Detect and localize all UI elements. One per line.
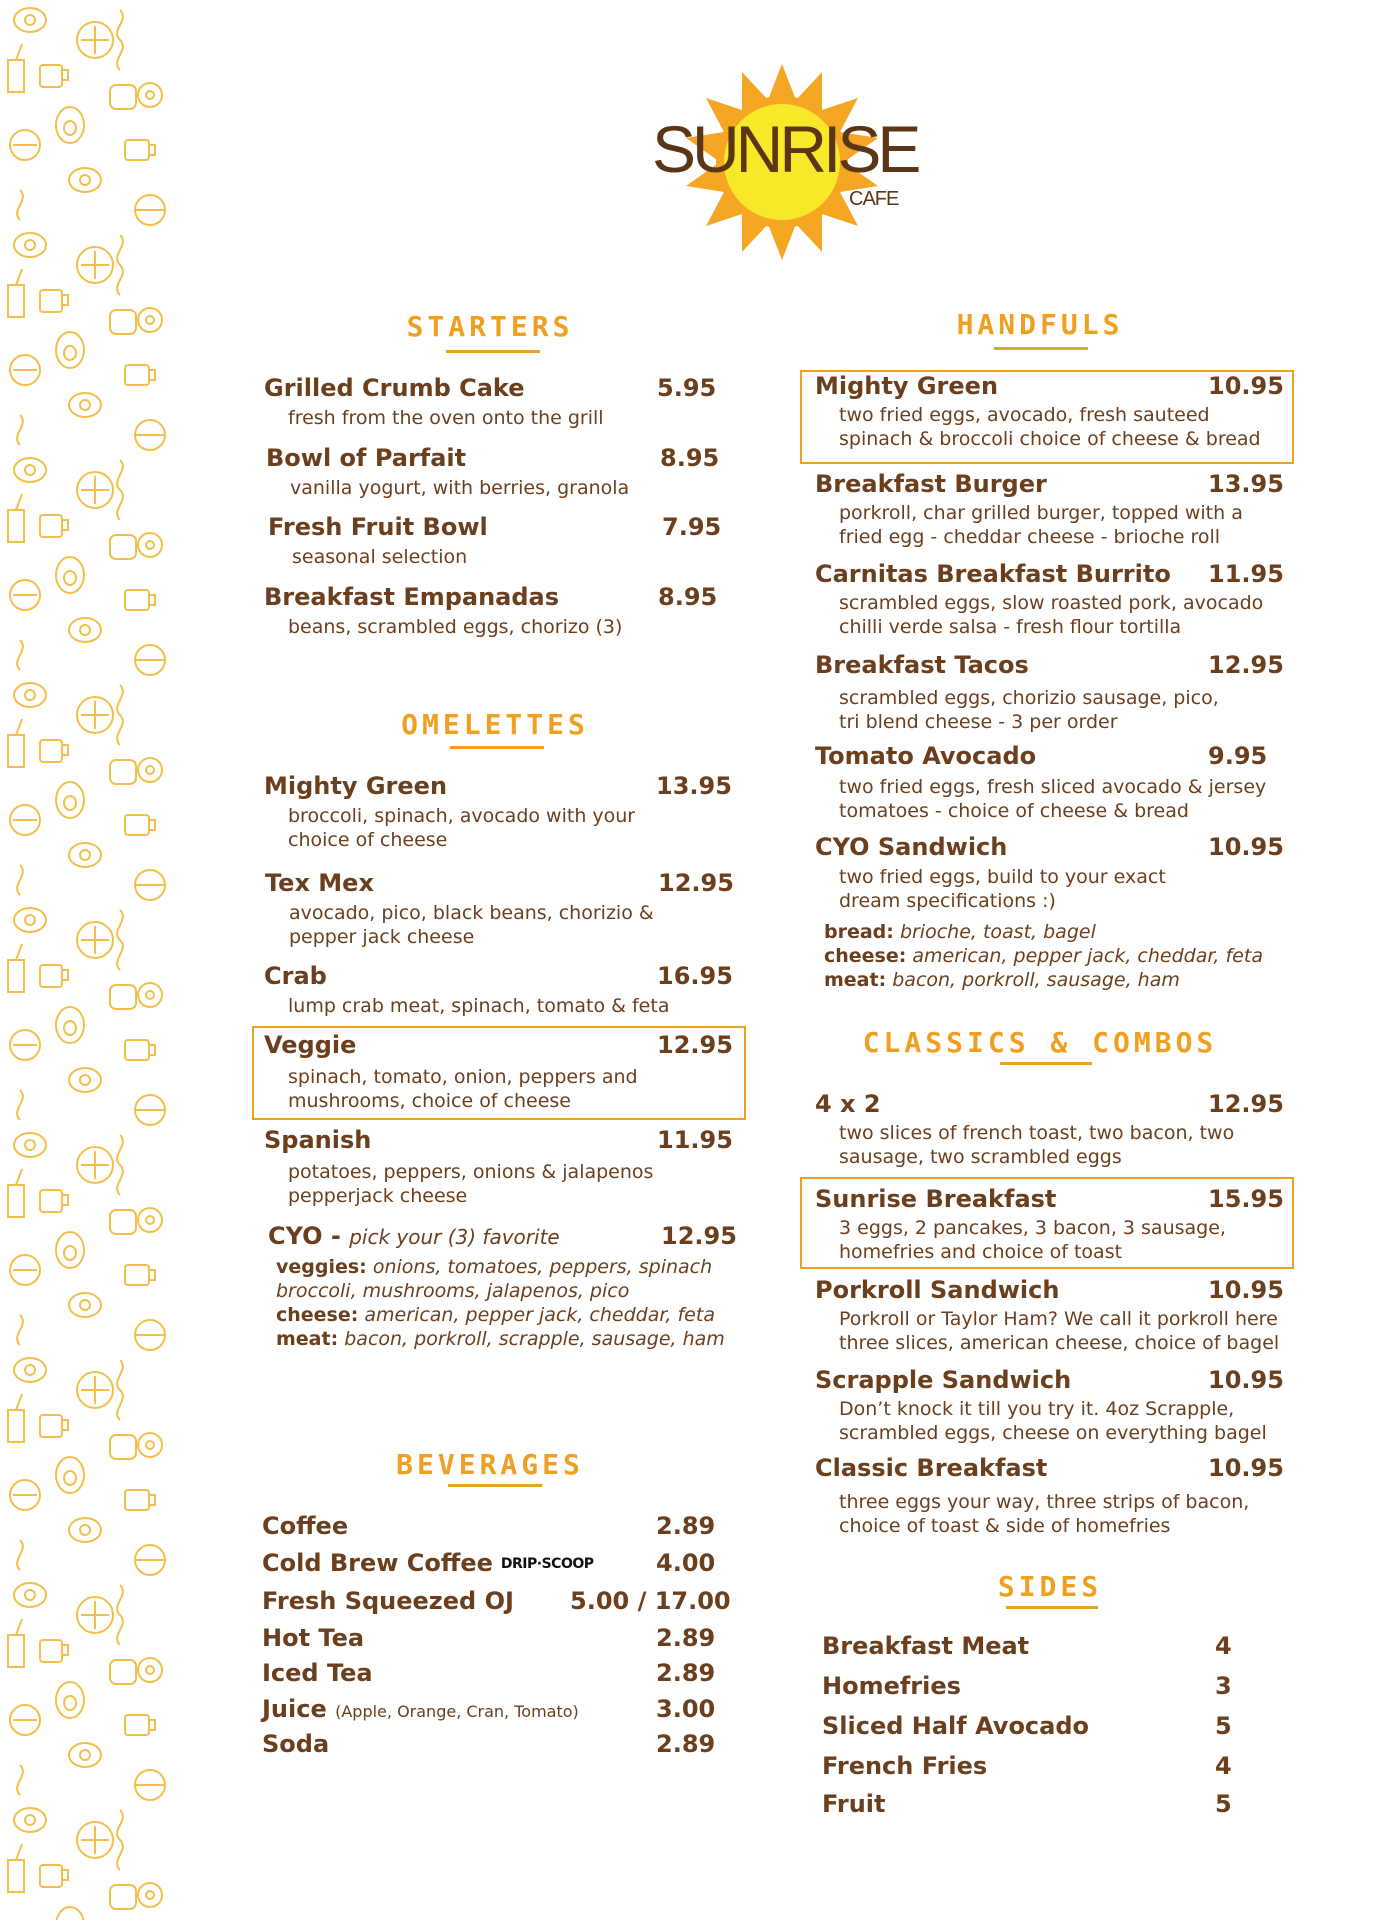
option-values: american, pepper jack, cheddar, feta [912,945,1263,967]
item-description: spinach, tomato, onion, peppers and [288,1066,638,1088]
cyo-option-line [276,1279,629,1303]
food-doodle-pattern [0,0,182,1920]
item-description: porkroll, char grilled burger, topped with a [839,502,1243,524]
item-price: 5.00 / 17.00 [570,1587,731,1615]
item-price: 12.95 [658,869,734,897]
item-name: Classic Breakfast [815,1454,1048,1482]
item-description: choice of toast & side of homefries [839,1515,1171,1537]
item-description: scrambled eggs, chorizio sausage, pico, [839,687,1219,709]
brand-subtitle: CAFE [849,188,899,210]
omelettes-title: OMELETTES [401,708,589,741]
option-values: bacon, porkroll, sausage, ham [892,969,1180,991]
item-description: chilli verde salsa - fresh flour tortilla [839,616,1182,638]
section-underline [448,1484,542,1487]
item-name: Sunrise Breakfast [815,1185,1057,1213]
item-name: Mighty Green [815,372,999,400]
item-price: 16.95 [657,962,733,990]
item-price: 4 [1215,1752,1232,1780]
item-price: 12.95 [1208,1090,1284,1118]
item-description: choice of cheese [288,829,448,851]
item-name-text: Cold Brew Coffee [262,1549,493,1577]
item-description: spinach & broccoli choice of cheese & bread [839,428,1261,450]
beverages-title: BEVERAGES [396,1448,584,1481]
cyo-option-line [824,920,1096,944]
item-description: Porkroll or Taylor Ham? We call it porkroll here [839,1308,1278,1330]
cyo-option-line [824,968,1180,992]
item-price: 11.95 [657,1126,733,1154]
option-label: meat: [824,969,887,991]
item-description: fresh from the oven onto the grill [288,407,604,429]
section-underline [994,347,1088,350]
cyo-option-line [824,944,1263,968]
cup-icon [40,65,68,87]
item-description: fried egg - cheddar cheese - brioche roll [839,526,1221,548]
item-description: potatoes, peppers, onions & jalapenos [288,1161,654,1183]
option-label: cheese: [276,1304,359,1326]
item-description: beans, scrambled eggs, chorizo (3) [288,616,623,638]
item-price: 4 [1215,1632,1232,1660]
item-description: scrambled eggs, slow roasted pork, avocado [839,592,1264,614]
cyo-option-line [276,1303,715,1327]
item-description: pepperjack cheese [288,1185,468,1207]
cyo-option-line [276,1327,725,1351]
item-price: 10.95 [1208,372,1284,400]
item-name: CYO Sandwich [815,833,1008,861]
item-name: Fruit [822,1790,886,1818]
item-name: Tex Mex [265,869,374,897]
item-name: Coffee [262,1512,349,1540]
juice-icon [8,44,24,92]
item-name: Veggie [264,1031,357,1059]
item-price: 2.89 [656,1730,716,1758]
item-description: two slices of french toast, two bacon, two [839,1122,1235,1144]
item-description: pepper jack cheese [289,926,475,948]
item-price: 7.95 [662,513,722,541]
item-name-text: Juice [262,1695,327,1723]
item-price: 8.95 [658,583,718,611]
option-label: veggies: [276,1256,367,1278]
item-price: 12.95 [1208,651,1284,679]
item-name: Grilled Crumb Cake [264,374,525,402]
item-name: Hot Tea [262,1624,365,1652]
item-description: two fried eggs, avocado, fresh sauteed [839,404,1210,426]
item-description: tri blend cheese - 3 per order [839,711,1118,733]
item-name: Scrapple Sandwich [815,1366,1072,1394]
item-description: two fried eggs, fresh sliced avocado & jersey [839,776,1267,798]
item-name: Mighty Green [264,772,448,800]
item-price: 15.95 [1208,1185,1284,1213]
item-name: Tomato Avocado [815,742,1037,770]
item-name-text: CYO - [268,1222,341,1250]
item-price: 13.95 [1208,470,1284,498]
item-price: 5 [1215,1712,1232,1740]
item-description: 3 eggs, 2 pancakes, 3 bacon, 3 sausage, [839,1217,1226,1239]
item-name: Porkroll Sandwich [815,1276,1060,1304]
item-name: Breakfast Empanadas [264,583,560,611]
toast-icon [110,85,136,109]
bacon-icon [117,10,123,70]
section-underline [1000,1062,1092,1065]
item-price: 13.95 [656,772,732,800]
item-price: 10.95 [1208,833,1284,861]
drip-scoop-logo: DRIP·SCOOP [500,1556,594,1572]
item-description: lump crab meat, spinach, tomato & feta [288,995,670,1017]
classics-title: CLASSICS & COMBOS [862,1026,1218,1059]
option-values: american, pepper jack, cheddar, feta [364,1304,715,1326]
option-values: onions, tomatoes, peppers, spinach [372,1256,713,1278]
item-name: Soda [262,1730,330,1758]
starters-title: STARTERS [406,310,574,343]
option-values: broccoli, mushrooms, jalapenos, pico [276,1280,630,1302]
item-price: 2.89 [656,1512,716,1540]
item-description: homefries and choice of toast [839,1241,1123,1263]
item-name: Homefries [822,1672,961,1700]
item-name [262,1549,594,1577]
item-price: 5.95 [657,374,717,402]
item-description: Don’t knock it till you try it. 4oz Scrapple, [839,1398,1235,1420]
item-name: Fresh Fruit Bowl [268,513,488,541]
item-description: vanilla yogurt, with berries, granola [290,477,630,499]
option-label: meat: [276,1328,339,1350]
option-values: brioche, toast, bagel [899,921,1096,943]
item-price: 11.95 [1208,560,1284,588]
item-price: 10.95 [1208,1366,1284,1394]
item-name: French Fries [822,1752,988,1780]
item-price: 3 [1215,1672,1232,1700]
item-name: Breakfast Tacos [815,651,1029,679]
item-description: scrambled eggs, cheese on everything bagel [839,1422,1267,1444]
option-label: cheese: [824,945,907,967]
item-description: tomatoes - choice of cheese & bread [839,800,1189,822]
item-price: 10.95 [1208,1276,1284,1304]
item-description: mushrooms, choice of cheese [288,1090,571,1112]
item-name [268,1222,560,1250]
item-description: three eggs your way, three strips of bacon, [839,1491,1250,1513]
item-description: seasonal selection [292,546,468,568]
item-price: 8.95 [660,444,720,472]
item-description: two fried eggs, build to your exact [839,866,1166,888]
item-description: dream specifications :) [839,890,1056,912]
section-underline [446,350,540,353]
item-price: 2.89 [656,1659,716,1687]
option-label: bread: [824,921,894,943]
item-price: 10.95 [1208,1454,1284,1482]
item-name: Spanish [264,1126,372,1154]
handfuls-title: HANDFULS [956,308,1124,341]
item-name: Breakfast Burger [815,470,1047,498]
item-name: Sliced Half Avocado [822,1712,1090,1740]
item-name: Iced Tea [262,1659,373,1687]
brand-name: SUNRISE [652,112,918,186]
item-description: broccoli, spinach, avocado with your [288,805,636,827]
item-price: 12.95 [657,1031,733,1059]
item-note: pick your (3) favorite [349,1225,560,1249]
item-name [262,1695,579,1723]
option-values: bacon, porkroll, scrapple, sausage, ham [344,1328,725,1350]
item-price: 5 [1215,1790,1232,1818]
item-name: Bowl of Parfait [266,444,467,472]
item-description: three slices, american cheese, choice of bagel [839,1332,1280,1354]
item-price: 4.00 [656,1549,716,1577]
item-name: 4 x 2 [815,1090,881,1118]
waffle-icon [77,22,113,58]
item-price: 9.95 [1208,742,1268,770]
item-name: Fresh Squeezed OJ [262,1587,514,1615]
item-name: Breakfast Meat [822,1632,1030,1660]
item-description: avocado, pico, black beans, chorizio & [289,902,654,924]
section-underline [450,746,544,749]
cyo-option-line [276,1255,712,1279]
item-price: 2.89 [656,1624,716,1652]
egg-icon [14,8,46,32]
section-underline [1006,1606,1098,1609]
item-description: sausage, two scrambled eggs [839,1146,1122,1168]
item-price: 3.00 [656,1695,716,1723]
item-name: Crab [264,962,327,990]
sides-title: SIDES [997,1570,1103,1603]
item-note: (Apple, Orange, Cran, Tomato) [335,1702,579,1721]
item-name: Carnitas Breakfast Burrito [815,560,1171,588]
item-price: 12.95 [661,1222,737,1250]
